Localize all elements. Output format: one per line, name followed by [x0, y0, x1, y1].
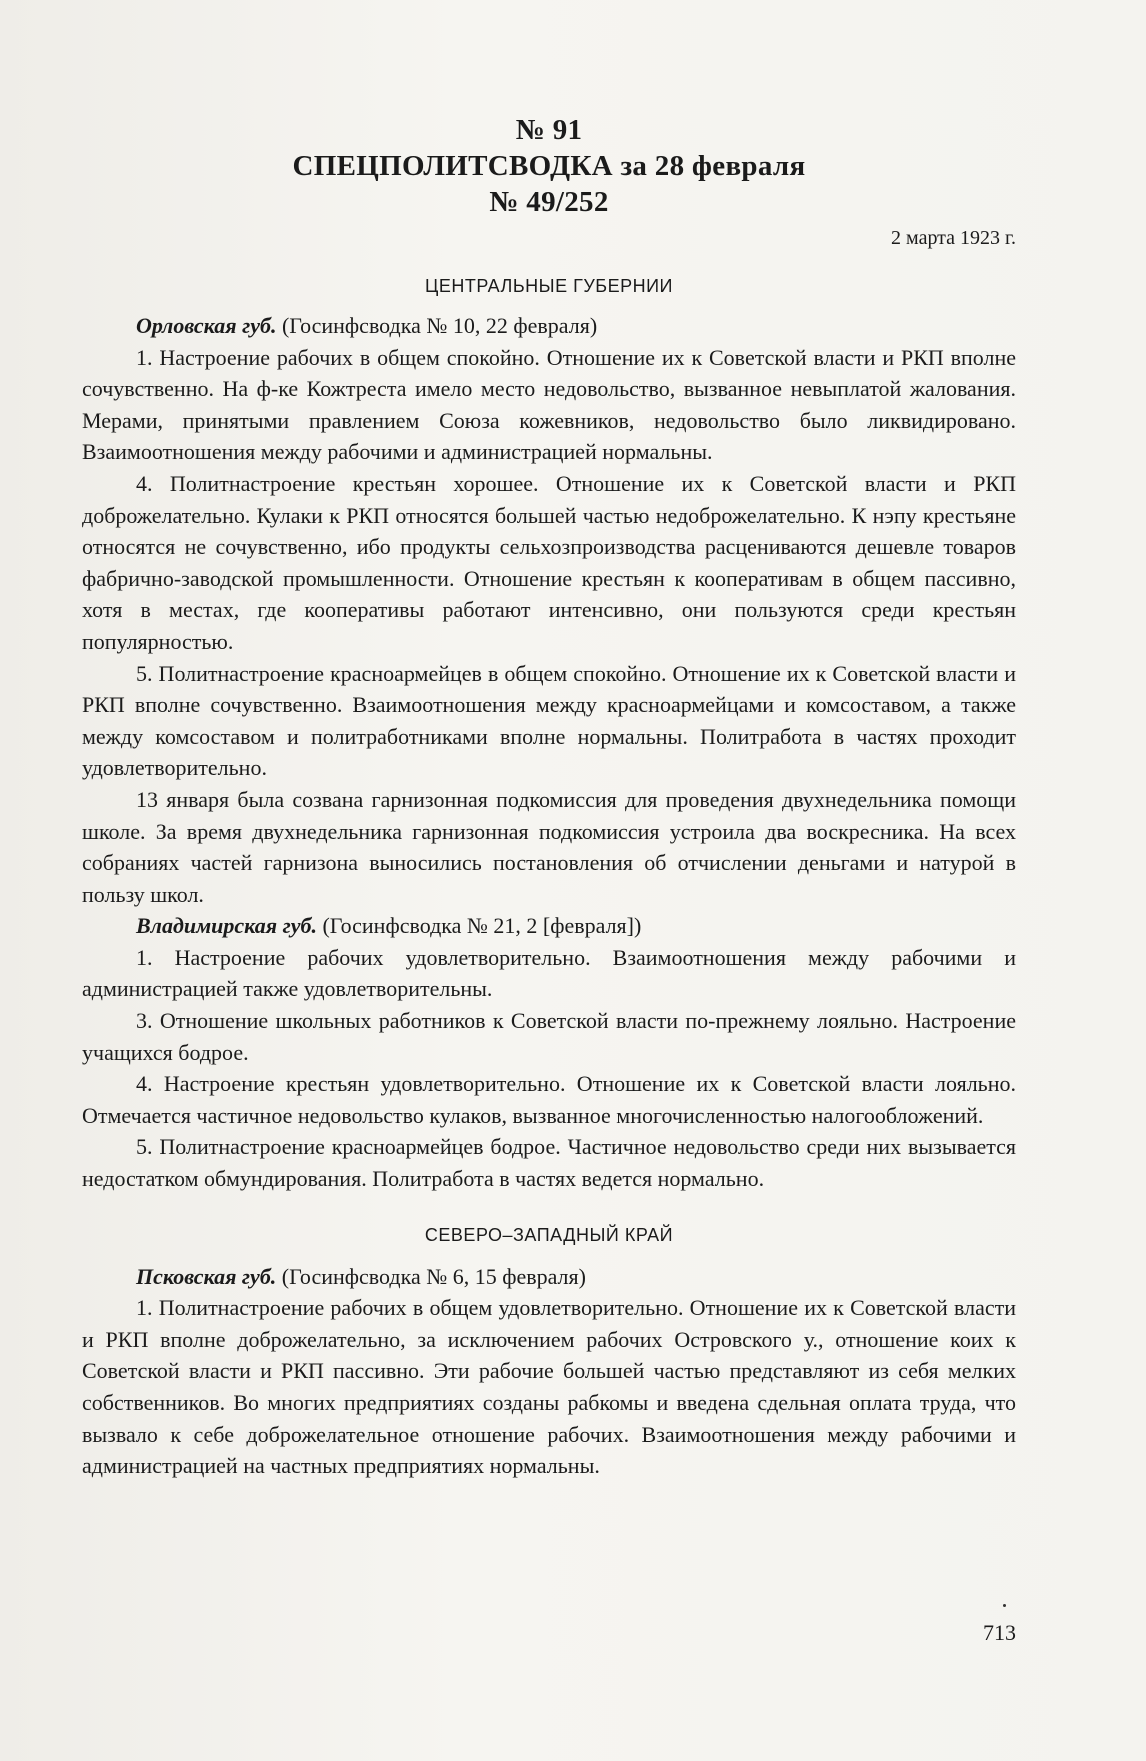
gubernia-heading [82, 910, 1016, 942]
gubernia-source: (Госинфсводка № 6, 15 февраля) [276, 1263, 586, 1289]
document-number: № 91 [515, 114, 583, 146]
paragraph: 4. Настроение крестьян удовлетворительно. Отношение их к Советской власти лояльно. Отмечается частичное недовольство кулаков, вызванное многочисленностью налогообложений. [82, 1071, 1016, 1128]
document-date: 2 марта 1923 г. [891, 227, 1016, 249]
document-content [82, 112, 1016, 1482]
region-heading: СЕВЕРО–ЗАПАДНЫЙ КРАЙ [424, 1224, 674, 1245]
gubernia-heading [82, 310, 1016, 342]
paragraph: 1. Настроение рабочих в общем спокойно. Отношение их к Советской власти и РКП вполне сочувственно. На ф-ке Кожтреста имело место недовольство, вызванное невыплатой жалования. Мерами, принятыми правлением Союза кожевников, недовольство было ликвидировано. Взаимоотношения между рабочими и администрацией нормальны. [82, 344, 1016, 465]
gubernia-source: (Госинфсводка № 21, 2 [февраля]) [316, 913, 642, 939]
gubernia-source: (Госинфсводка № 10, 22 февраля) [276, 313, 598, 338]
paragraph: 5. Политнастроение красноармейцев в общем спокойно. Отношение их к Советской власти и РКП вполне сочувственно. Взаимоотношения между красноармейцами и комсоставом, а также между комсоставом и политработниками вполне нормальны. Политработа в частях проходит удовлетворительно. [82, 660, 1016, 781]
paragraph: 3. Отношение школьных работников к Советской власти по-прежнему лояльно. Настроение учащихся бодрое. [82, 1008, 1016, 1065]
page-mark [1003, 1604, 1006, 1607]
document-title: СПЕЦПОЛИТСВОДКА за 28 февраля [292, 150, 806, 182]
page-number: 713 [983, 1620, 1016, 1645]
paragraph: 4. Политнастроение крестьян хорошее. Отношение их к Советской власти и РКП доброжелательно. Кулаки к РКП относятся большей частью недоброжелательно. К нэпу крестьяне относятся не сочувственно, ибо продукты сельхозпроизводства расцениваются дешевле товаров фабрично-заводской промышленности. Отношение крестьян к кооперативам в общем пассивно, хотя в местах, где кооперативы работают интенсивно, они пользуются среди крестьян популярностью. [82, 470, 1016, 654]
paragraph: 13 января была созвана гарнизонная подкомиссия для проведения двухнедельника помощи школе. За время двухнедельника гарнизонная подкомиссия устроила два воскресника. На всех собраниях частей гарнизона выносились постановления об отчислении деньгами и натурой в пользу школ. [82, 786, 1016, 907]
paragraph: 1. Политнастроение рабочих в общем удовлетворительно. Отношение их к Советской власти и РКП вполне доброжелательно, за исключением рабочих Островского у., отношение коих к Советской власти и РКП пассивно. Эти рабочие большей частью представляют из себя мелких собственников. Во многих предприятиях созданы рабкомы и введена сдельная оплата труда, что вызвало к себе доброжелательное отношение рабочих. Взаимоотношения между рабочими и администрацией на частных предприятиях нормальны. [82, 1295, 1016, 1479]
region-heading: ЦЕНТРАЛЬНЫЕ ГУБЕРНИИ [425, 276, 673, 296]
gubernia-name: Псковская губ. [136, 1263, 277, 1289]
paragraph: 1. Настроение рабочих удовлетворительно. Взаимоотношения между рабочими и администрацией также удовлетворительны. [82, 944, 1016, 1002]
gubernia-name: Орловская губ. [136, 313, 277, 338]
document-subnumber: № 49/252 [489, 186, 609, 218]
gubernia-name: Владимирская губ. [136, 913, 317, 939]
paragraph: 5. Политнастроение красноармейцев бодрое. Частичное недовольство среди них вызывается недостатком обмундирования. Политработа в частях ведется нормально. [82, 1134, 1016, 1192]
gubernia-heading [82, 1261, 1016, 1293]
